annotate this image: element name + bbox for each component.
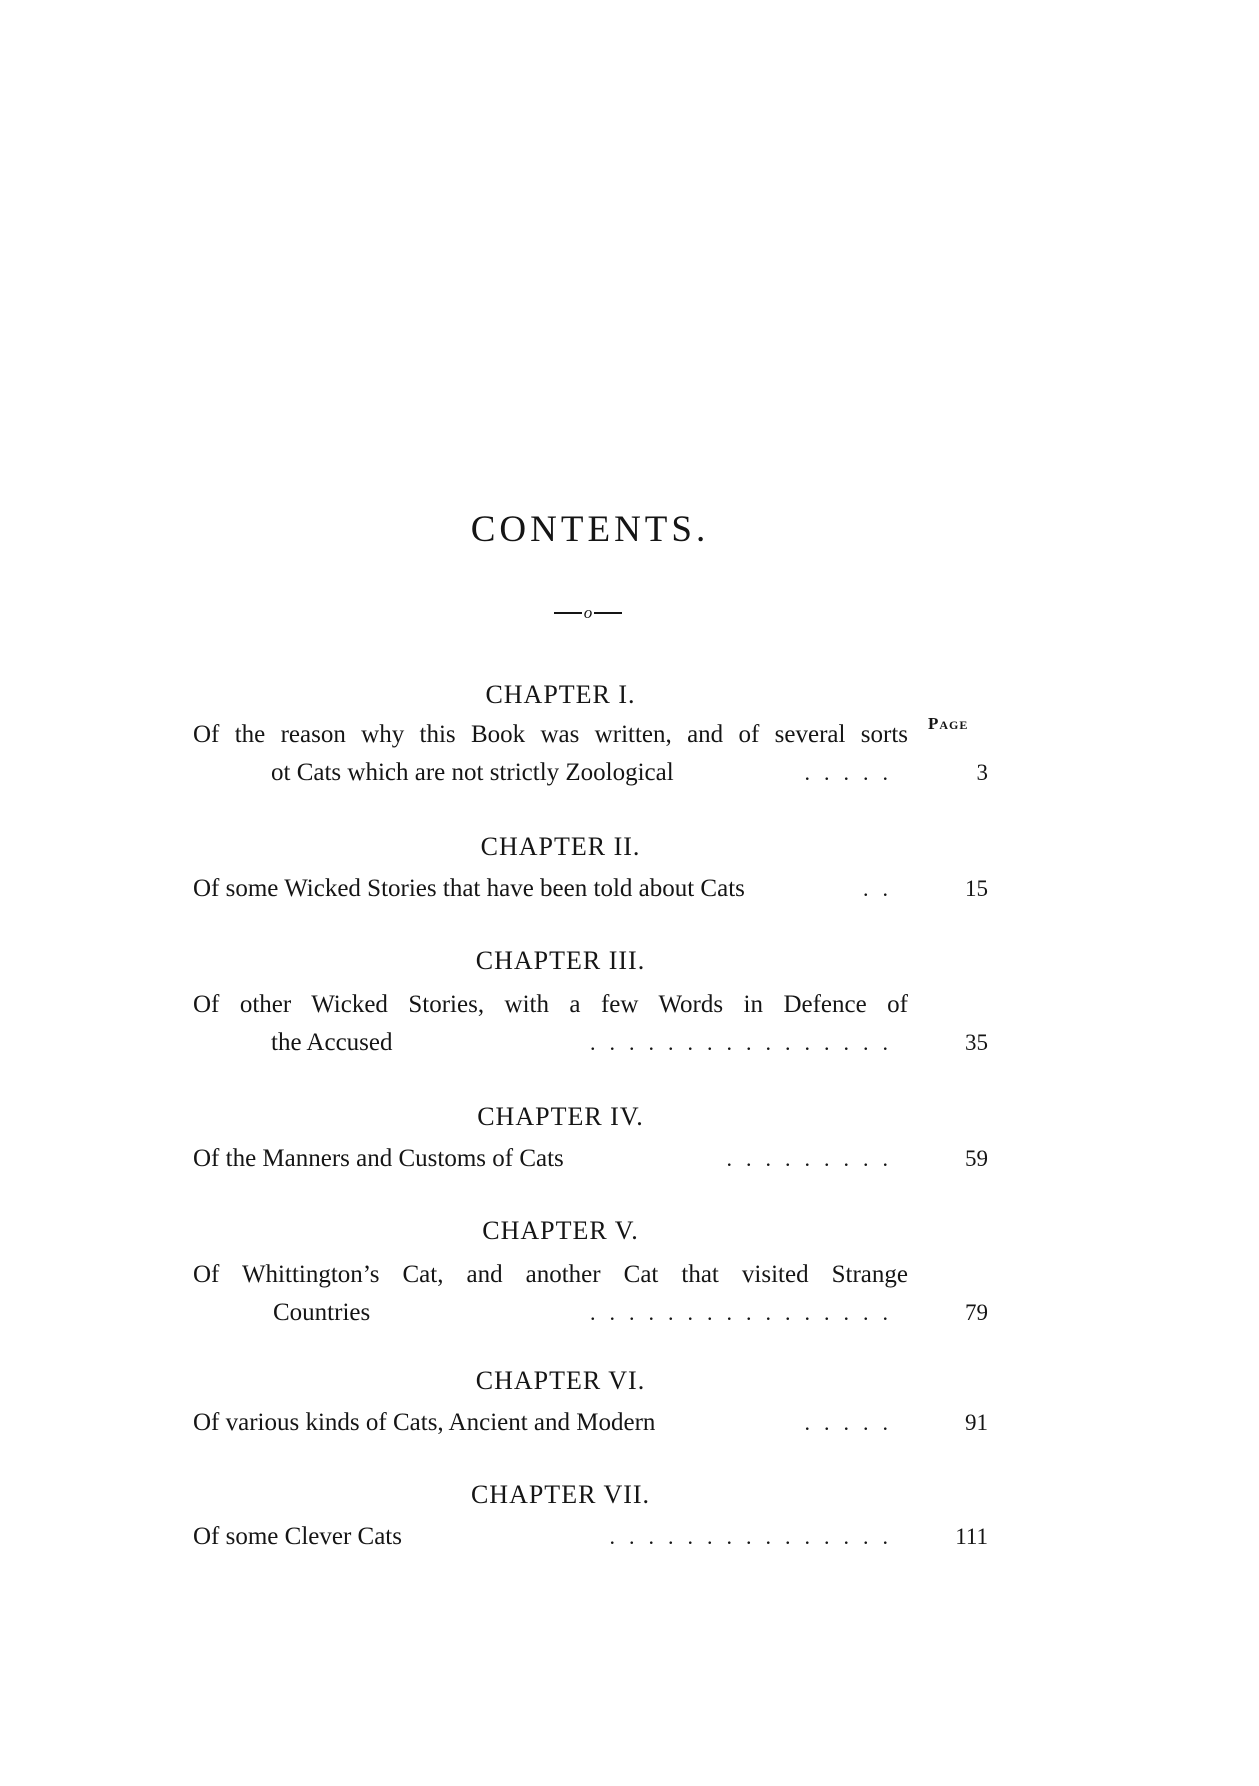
chapter-title-line (193, 1518, 988, 1556)
chapter-entry-2 (193, 832, 988, 908)
chapter-heading: CHAPTER II. (480, 832, 641, 861)
chapter-title-text: Of the Manners and Customs of Cats (193, 1145, 564, 1172)
ornament-rule-right (594, 612, 622, 614)
chapter-heading: CHAPTER I. (485, 680, 636, 709)
page-number: 15 (965, 876, 988, 901)
page-title: CONTENTS. (470, 509, 710, 550)
chapter-title-text: ot Cats which are not strictly Zoological (271, 759, 674, 786)
dot-leader: .. (863, 876, 902, 901)
chapter-title-text: Of some Clever Cats (193, 1523, 402, 1550)
chapter-entry-7 (193, 1480, 988, 1556)
chapter-entry-6 (193, 1366, 988, 1442)
page-number: 91 (965, 1410, 988, 1435)
chapter-heading: CHAPTER IV. (477, 1102, 644, 1131)
chapter-title-line (193, 1140, 988, 1178)
chapter-title-line (193, 870, 988, 908)
dot-leader: ......... (726, 1146, 902, 1171)
dot-leader: ..... (804, 1410, 902, 1435)
dot-leader: ................ (590, 1030, 902, 1055)
chapter-title-text: the Accused (271, 1029, 393, 1056)
chapter-title-text: Of various kinds of Cats, Ancient and Modern (193, 1409, 656, 1436)
chapter-entry-4 (193, 1102, 988, 1178)
chapter-entry-1 (193, 680, 988, 792)
dot-leader: ..... (804, 760, 902, 785)
ornament-glyph: o (583, 603, 593, 622)
chapter-entry-5 (193, 1216, 988, 1332)
ornament-rule-left (554, 612, 582, 614)
dot-leader: ............... (609, 1524, 902, 1549)
chapter-entry-3 (193, 946, 988, 1062)
chapter-heading: CHAPTER III. (475, 946, 646, 975)
dot-leader: ................ (590, 1300, 902, 1325)
page-column-label: Page (928, 714, 969, 733)
chapter-title-continuation (193, 1024, 988, 1062)
chapter-title-continuation (193, 1294, 988, 1332)
page-number: 111 (955, 1524, 988, 1549)
chapter-title-text: Of some Wicked Stories that have been told about Cats (193, 875, 745, 902)
chapter-title-line (193, 1404, 988, 1442)
page-number: 59 (965, 1146, 988, 1171)
chapter-heading: CHAPTER VII. (470, 1480, 651, 1509)
ornament-divider (548, 598, 628, 628)
page-number: 35 (965, 1030, 988, 1055)
page-number: 79 (965, 1300, 988, 1325)
chapter-title-line: Of Whittington’s Cat, and another Cat that visited Strange (193, 1261, 908, 1288)
chapter-title-continuation (193, 754, 988, 792)
chapter-heading: CHAPTER V. (482, 1216, 639, 1245)
chapter-title-text: Countries (273, 1299, 371, 1326)
chapter-heading: CHAPTER VI. (475, 1366, 646, 1395)
page-number: 3 (976, 760, 988, 785)
chapter-title-line: Of the reason why this Book was written, and of several sorts (193, 721, 908, 748)
chapter-title-line: Of other Wicked Stories, with a few Words in Defence of (193, 991, 908, 1018)
